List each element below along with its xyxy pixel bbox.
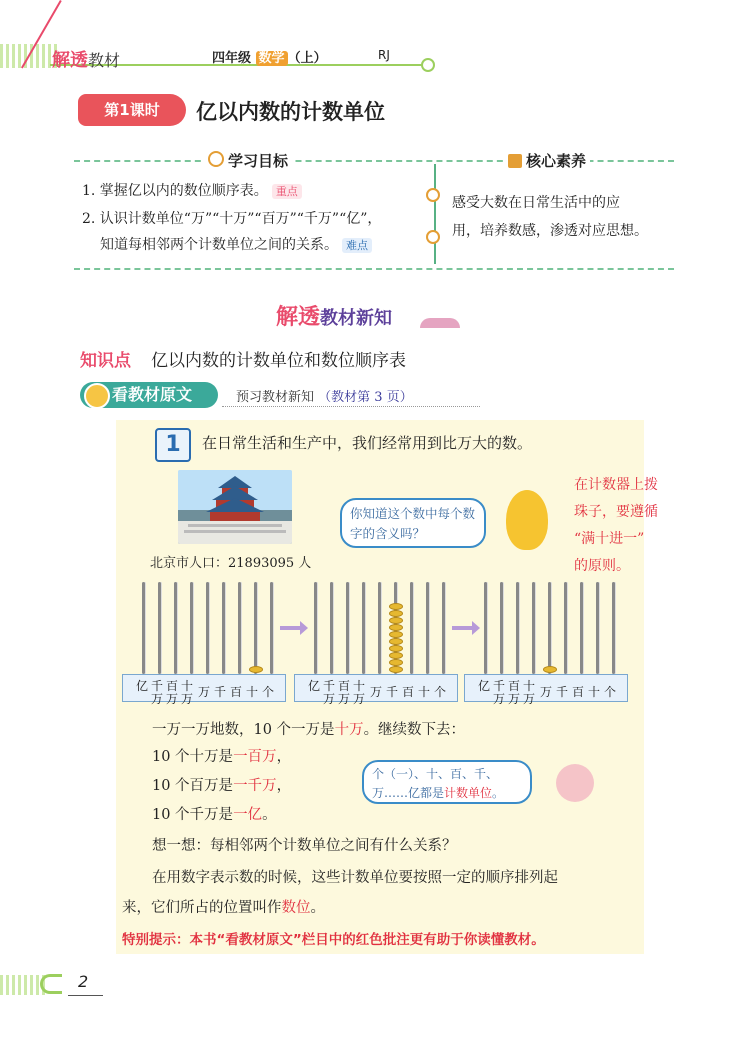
abacus-rod [410, 582, 413, 674]
subject-badge: 数学 [256, 51, 288, 66]
abacus-rod [564, 582, 567, 674]
count-line-million: 10 个十万是一百万， [152, 749, 292, 765]
count-line-ten-thousand: 一万一万地数，10 个一万是十万。继续数下去： [152, 722, 466, 738]
abacus-rod [532, 582, 535, 674]
abacus-label: 千 [556, 685, 569, 699]
red-annotation: 在计数器上拨 珠子，要遵循 “满十进一” 的原则。 [574, 477, 658, 574]
speech-bubble-units: 个（一）、十、百、千、 万……亿都是计数单位。 [362, 760, 532, 804]
target-icon [208, 151, 224, 167]
abacus-label: 十 [353, 679, 366, 693]
abacus-rod [500, 582, 503, 674]
abacus-bead [389, 652, 403, 659]
magnifier-icon [84, 383, 110, 409]
divider-knob [426, 230, 440, 244]
arrow-icon [280, 626, 300, 630]
abacus-label: 万 [540, 685, 553, 699]
abacus-rod [346, 582, 349, 674]
abacus-label: 百 [572, 685, 585, 699]
abacus-label: 个 [604, 685, 617, 699]
abacus-label: 十 [181, 679, 194, 693]
core-line-2: 用，培养数感，渗透对应思想。 [452, 223, 648, 239]
abacus-rod [254, 582, 257, 674]
example-number: 1 [155, 428, 191, 462]
chart-icon [508, 154, 522, 168]
abacus-label: 百 [230, 685, 243, 699]
abacus-label: 万 [353, 692, 366, 706]
core-line-1: 感受大数在日常生活中的应 [452, 195, 620, 211]
abacus-label: 十 [523, 679, 536, 693]
abacus-bead [249, 666, 263, 673]
abacus-bead [389, 610, 403, 617]
abacus-label: 万 [370, 685, 383, 699]
abacus-label: 亿 [136, 679, 149, 693]
abacus-rod [222, 582, 225, 674]
special-tip: 特别提示：本书“看教材原文”栏目中的红色批注更有助于你读懂教材。 [122, 932, 545, 948]
abacus-bead [389, 617, 403, 624]
abacus-label: 万 [323, 692, 336, 706]
lesson-tag: 第1课时 [78, 94, 186, 126]
objective-1: 1. 掌握亿以内的数位顺序表。 重点 [82, 178, 302, 205]
section-title: 解透教材新知 [276, 305, 393, 330]
divider-knob [426, 188, 440, 202]
count-line-ten-million: 10 个百万是一千万， [152, 778, 292, 794]
abacus-label: 万 [523, 692, 536, 706]
abacus-label: 万 [508, 692, 521, 706]
pear-mascot-icon [506, 490, 548, 550]
brand-logo: 解透教材 [52, 50, 121, 71]
abacus-label: 亿 [478, 679, 491, 693]
abacus-label: 亿 [308, 679, 321, 693]
paragraph-line-1: 在用数字表示数的时候，这些计数单位要按照一定的顺序排列起 [152, 870, 558, 886]
abacus-label: 万 [198, 685, 211, 699]
count-line-hundred-million: 10 个千万是一亿。 [152, 807, 277, 823]
abacus-rod [314, 582, 317, 674]
lesson-title: 亿以内数的计数单位 [196, 100, 385, 124]
abacus-rod [442, 582, 445, 674]
footer-rule [68, 995, 103, 996]
header-dot [421, 58, 435, 72]
abacus-label: 万 [151, 692, 164, 706]
abacus-label: 千 [386, 685, 399, 699]
abacus-rod [238, 582, 241, 674]
grade-subject: 四年级 数学 （上） [212, 51, 327, 66]
abacus-label: 十 [418, 685, 431, 699]
objectives-bottom-rule [74, 268, 674, 270]
abacus-rod [426, 582, 429, 674]
abacus-rod [142, 582, 145, 674]
caption-rule [222, 406, 480, 407]
knowledge-point: 知识点 亿以内数的计数单位和数位顺序表 [80, 351, 406, 371]
speech-bubble: 你知道这个数中每个数字的含义吗？ [340, 498, 486, 548]
abacus-label: 十 [588, 685, 601, 699]
preview-caption: 预习教材新知 （教材第 3 页） [236, 390, 413, 405]
abacus-rod [362, 582, 365, 674]
objectives-divider [434, 164, 436, 264]
arrow-icon [452, 626, 472, 630]
abacus-rod [596, 582, 599, 674]
abacus-rod [206, 582, 209, 674]
abacus-rod [190, 582, 193, 674]
abacus-label: 个 [262, 685, 275, 699]
temple-of-heaven-photo [178, 470, 292, 544]
abacus-label: 万 [338, 692, 351, 706]
abacus-label: 百 [508, 679, 521, 693]
paragraph-line-2: 来，它们所占的位置叫作数位。 [122, 900, 325, 916]
abacus-rod [612, 582, 615, 674]
abacus-label: 千 [493, 679, 506, 693]
abacus-label: 千 [323, 679, 336, 693]
abacus-rod [378, 582, 381, 674]
abacus-rod [580, 582, 583, 674]
objective-2: 2. 认识计数单位“万”“十万”“百万”“千万”“亿”， [82, 211, 382, 227]
abacus-label: 千 [151, 679, 164, 693]
abacus-label: 十 [246, 685, 259, 699]
objectives-heading: 学习目标 [204, 150, 292, 171]
abacus-label: 万 [166, 692, 179, 706]
abacus-bead [389, 624, 403, 631]
abacus-label: 百 [402, 685, 415, 699]
abacus-bead [389, 645, 403, 652]
section-decoration [420, 318, 460, 328]
abacus-rod [548, 582, 551, 674]
core-heading: 核心素养 [504, 150, 590, 171]
difficulty-tag: 难点 [342, 238, 372, 253]
objectives-box [74, 152, 678, 272]
abacus-label: 万 [493, 692, 506, 706]
abacus-label: 个 [434, 685, 447, 699]
abacus-rod [516, 582, 519, 674]
abacus-bead [389, 659, 403, 666]
edition: RJ [378, 48, 390, 62]
read-textbook-banner: 看教材原文 [80, 382, 218, 408]
abacus-bead [389, 666, 403, 673]
abacus-label: 千 [214, 685, 227, 699]
page-number: 2 [78, 972, 89, 991]
footer-bracket [40, 974, 62, 994]
objective-2-cont: 知道每相邻两个计数单位之间的关系。 难点 [100, 232, 372, 259]
abacus-label: 万 [181, 692, 194, 706]
think-prompt: 想一想：每相邻两个计数单位之间有什么关系？ [152, 838, 457, 854]
abacus-label: 百 [166, 679, 179, 693]
abacus-label: 百 [338, 679, 351, 693]
abacus-bead [543, 666, 557, 673]
abacus-rod [174, 582, 177, 674]
example-intro: 在日常生活和生产中，我们经常用到比万大的数。 [202, 434, 533, 452]
abacus-bead [389, 603, 403, 610]
abacus-rod [330, 582, 333, 674]
peach-mascot-icon [556, 764, 594, 802]
abacus-bead [389, 638, 403, 645]
abacus-rod [270, 582, 273, 674]
abacus-rod [158, 582, 161, 674]
key-point-tag: 重点 [272, 184, 302, 199]
abacus-bead [389, 631, 403, 638]
abacus-rod [484, 582, 487, 674]
population-caption: 北京市人口：21893095 人 [150, 556, 312, 571]
